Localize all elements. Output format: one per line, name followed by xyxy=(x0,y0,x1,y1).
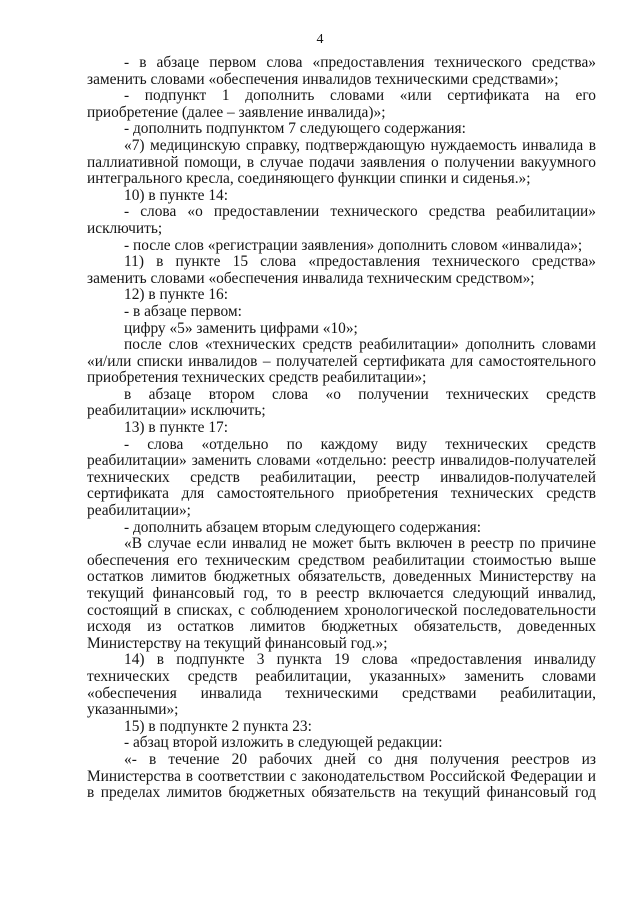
paragraph: - подпункт 1 дополнить словами «или сертификата на его приобретение (далее – заявление инвалида)»; xyxy=(87,87,596,121)
document-body xyxy=(87,55,596,802)
paragraph: 11) в пункте 15 слова «предоставления технического средства» заменить словами «обеспечения инвалида техническим средством»; xyxy=(87,253,596,287)
paragraph: «7) медицинскую справку, подтверждающую нуждаемость инвалида в паллиативной помощи, в случае подачи заявления о получении вакуумного интегрального кресла, соединяющего функции спинки и сиденья.»; xyxy=(87,136,596,188)
paragraph: - дополнить подпунктом 7 следующего содержания: xyxy=(124,120,466,138)
paragraph: «В случае если инвалид не может быть включен в реестр по причине обеспечения его техническим средством реабилитации стоимостью выше остатков лимитов бюджетных обязательств, доведенных Министерству на текущий финансовый год, то в реестр включается следующий инвалид, состоящий в списках, с соблюдением хронологической последовательности исходя из остатков лимитов бюджетных обязательств, доведенных Министерству на текущий финансовый год.»; xyxy=(87,535,596,652)
paragraph: после слов «технических средств реабилитации» дополнить словами «и/или списки инвалидов – получателей сертификата для самостоятельного приобретения технических средств реабилитации»; xyxy=(87,336,596,387)
paragraph: - слова «отдельно по каждому виду технических средств реабилитации» заменить словами «отдельно: реестр инвалидов-получателей технических средств реабилитации, реестр инвалидов-получателей сертификата для самостоятельного приобретения технических средств реабилитации»; xyxy=(87,435,596,520)
paragraph: 10) в пункте 14: xyxy=(124,186,228,204)
paragraph: - слова «о предоставлении технического средства реабилитации» исключить; xyxy=(87,203,596,237)
paragraph: - дополнить абзацем вторым следующего содержания: xyxy=(124,518,481,536)
paragraph: 14) в подпункте 3 пункта 19 слова «предоставления инвалиду технических средств реабилитации, указанных» заменить словами «обеспечения инвалида техническими средствами реабилитации, указанными»; xyxy=(87,651,596,719)
paragraph: - абзац второй изложить в следующей редакции: xyxy=(124,734,443,752)
paragraph: 13) в пункте 17: xyxy=(124,419,228,437)
paragraph: - в абзаце первом: xyxy=(124,302,242,320)
paragraph: в абзаце втором слова «о получении технических средств реабилитации» исключить; xyxy=(87,385,596,420)
paragraph: 12) в пункте 16: xyxy=(124,286,228,304)
paragraph: - в абзаце первом слова «предоставления технического средства» заменить словами «обеспечения инвалидов техническими средствами»; xyxy=(87,54,596,88)
paragraph: цифру «5» заменить цифрами «10»; xyxy=(124,319,358,337)
paragraph: - после слов «регистрации заявления» дополнить словом «инвалида»; xyxy=(124,236,583,254)
paragraph: «- в течение 20 рабочих дней со дня получения реестров из Министерства в соответствии с законодательством Российской Федерации и в пределах лимитов бюджетных обязательств на текущий финансовый год xyxy=(87,750,596,802)
paragraph: 15) в подпункте 2 пункта 23: xyxy=(124,717,312,735)
page-number: 4 xyxy=(316,32,324,47)
